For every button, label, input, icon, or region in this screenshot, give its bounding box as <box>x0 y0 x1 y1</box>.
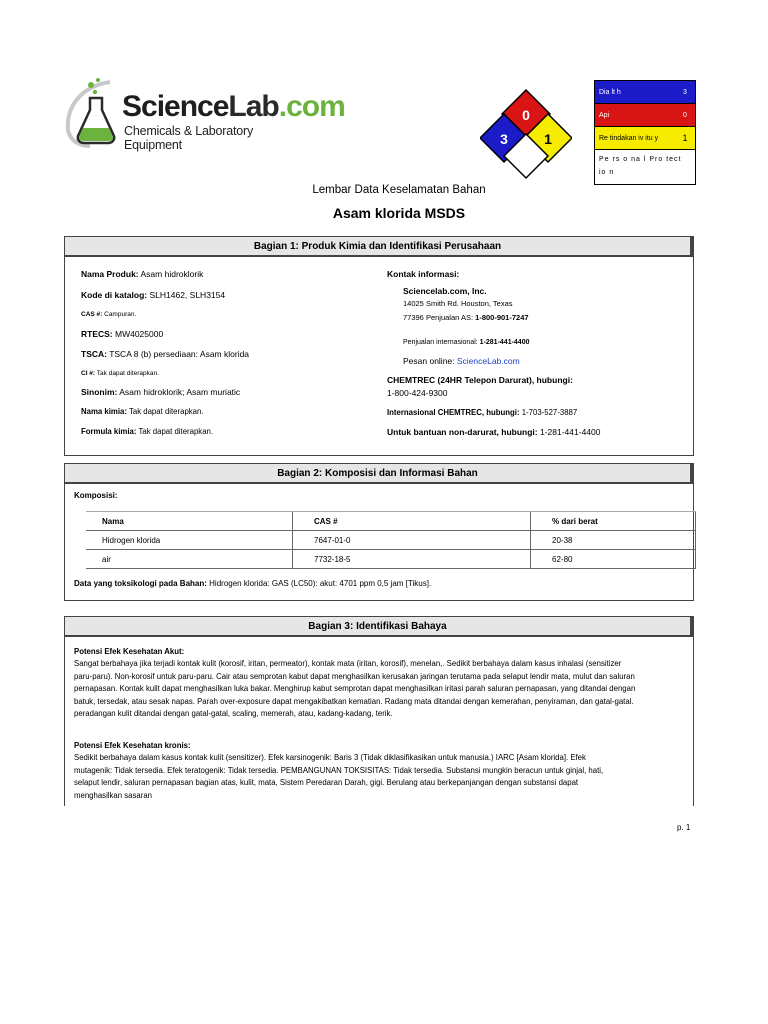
hmis-reactivity-label: Re tindakan iv itu y <box>599 134 659 142</box>
product-name: Nama Produk: Asam hidroklorik <box>81 269 204 279</box>
ci-number: CI #: Tak dapat diterapkan. <box>81 370 159 377</box>
cas-number: CAS #: Campuran. <box>81 311 137 318</box>
chemtrec-number: 1-800-424-9300 <box>387 388 448 398</box>
chemtrec-label: CHEMTREC (24HR Telepon Darurat), hubungi: <box>387 375 573 385</box>
composition-label: Komposisi: <box>74 491 118 500</box>
table-header-row <box>86 511 696 531</box>
brand-tagline: Chemicals & Laboratory Equipment <box>124 124 253 152</box>
cell-weight: 62-80 <box>552 555 573 564</box>
acute-heading: Potensi Efek Kesehatan Akut: <box>74 647 185 656</box>
company-address: 14025 Smith Rd. Houston, Texas <box>403 299 513 308</box>
hmis-label <box>594 80 696 185</box>
hmis-ppe-label-1: Pe rs o na l Pro tect <box>599 156 682 163</box>
page-number: p. 1 <box>677 823 691 832</box>
document-title: Asam klorida MSDS <box>332 205 466 221</box>
order-online: Pesan online: ScienceLab.com <box>403 356 520 366</box>
hmis-health-row <box>595 81 695 104</box>
acute-health-effects <box>74 646 684 720</box>
paragraph-line: batuk, tersedak, atau sesak napas. Parah over-exposure dapat mengakibatkan kematian. Radang mata ditandai dengan kemerahan, penyiraman, dan gatal-gatal. <box>74 696 634 706</box>
order-online-link[interactable]: ScienceLab.com <box>456 356 520 366</box>
chronic-heading: Potensi Efek Kesehatan kronis: <box>74 741 191 750</box>
synonym: Sinonim: Asam hidroklorik; Asam muriatic <box>81 387 241 397</box>
hmis-ppe-row <box>595 150 695 184</box>
table-row <box>86 550 696 569</box>
nfpa-reactivity-value: 1 <box>544 131 552 147</box>
non-emergency: Untuk bantuan non-darurat, hubungi: 1-281-441-4400 <box>387 427 601 437</box>
chronic-health-effects <box>74 740 684 802</box>
cell-weight: 20-38 <box>552 536 573 545</box>
sales-us: 77396 Penjualan AS: 1-800-901-7247 <box>403 313 529 322</box>
paragraph-line: pernapasan. Kontak kulit dapat menghasilkan luka bakar. Menghirup kabut semprotan dapat menghasilkan iritasi parah saluran pernapasan, yang ditandai dengan <box>74 684 636 694</box>
company-name: Sciencelab.com, Inc. <box>403 286 487 296</box>
sales-international: Penjualan internasional: 1-281-441-4400 <box>403 339 530 346</box>
nfpa-health-value: 3 <box>500 131 508 147</box>
paragraph-line: paru-paru). Non-korosif untuk paru-paru. Cair atau semprotan kabut dapat menghasilkan kerusakan jaringan terutama pada selaput lendir mata, mulut dan saluran <box>74 671 635 681</box>
cell-cas: 7732-18-5 <box>314 555 351 564</box>
paragraph-line: selaput lendir, saluran pernapasan bagian atas, kulit, mata, Sistem Peredaran Darah, gigi. Berulang atau berkepanjangan dengan substansi dapat <box>74 778 579 788</box>
contact-label: Kontak informasi: <box>387 269 460 279</box>
column-header-cas: CAS # <box>314 517 338 526</box>
rtecs: RTECS: MW4025000 <box>81 329 164 339</box>
chemical-name: Nama kimia: Tak dapat diterapkan. <box>81 407 204 416</box>
hmis-reactivity-row <box>595 127 695 150</box>
nfpa-fire-value: 0 <box>522 107 530 123</box>
document-subtitle: Lembar Data Keselamatan Bahan <box>312 184 486 196</box>
hmis-fire-label: Api <box>599 111 610 119</box>
tsca: TSCA: TSCA 8 (b) persediaan: Asam klorida <box>81 349 250 359</box>
composition-table <box>86 511 696 569</box>
paragraph-line: menghasilkan sasaran <box>74 790 153 800</box>
cell-cas: 7647-01-0 <box>314 536 351 545</box>
hmis-reactivity-value: 1 <box>682 133 688 143</box>
chemical-formula: Formula kimia: Tak dapat diterapkan. <box>81 427 214 436</box>
cell-name: Hidrogen klorida <box>102 536 161 545</box>
hmis-fire-value: 0 <box>683 111 687 119</box>
section-1-heading: Bagian 1: Produk Kimia dan Identifikasi Perusahaan <box>65 237 693 257</box>
section-2-heading: Bagian 2: Komposisi dan Informasi Bahan <box>65 464 693 484</box>
hmis-health-value: 3 <box>683 88 687 96</box>
table-row <box>86 531 696 550</box>
catalog-code: Kode di katalog: SLH1462, SLH3154 <box>81 290 226 300</box>
cell-name: air <box>102 555 111 564</box>
brand-name: ScienceLab.com <box>122 90 345 123</box>
flask-icon <box>62 76 122 148</box>
nfpa-diamond <box>480 88 572 180</box>
paragraph-line: Sedikit berbahaya dalam kasus kontak kulit (sensitizer). Efek karsinogenik: Baris 3 (Tidak diklasifikasikan untuk manusia.) IARC [Asam klorida]. Efek <box>74 753 586 763</box>
column-header-weight: % dari berat <box>552 517 598 526</box>
paragraph-line: Sangat berbahaya jika terjadi kontak kulit (korosif, iritan, permeator), kontak mata (iritan, korosif), menelan,. Sedikit berbahaya dalam kasus inhalasi (sensitizer <box>74 659 622 669</box>
hmis-ppe-label-2: io n <box>599 169 615 176</box>
hmis-fire-row <box>595 104 695 127</box>
paragraph-line: mutagenik: Tidak tersedia. Efek teratogenik: Tidak tersedia. PEMBANGUNAN TOKSISITAS: Tidak tersedia. Substansi mungkin beracun untuk ginjal, hati, <box>74 765 604 775</box>
section-3-heading: Bagian 3: Identifikasi Bahaya <box>65 617 693 637</box>
hmis-health-label: Dia lt h <box>599 88 621 96</box>
sciencelab-logo <box>62 76 345 152</box>
paragraph-line: peradangan kulit ditandai dengan gatal-gatal, scaling, memerah, atau, kadang-kadang, terik. <box>74 709 393 719</box>
toxicology-data: Data yang toksikologi pada Bahan: Hidrogen klorida: GAS (LC50): akut: 4701 ppm 0,5 jam [Tikus]. <box>74 579 432 588</box>
column-header-name: Nama <box>102 517 124 526</box>
chemtrec-international: Internasional CHEMTREC, hubungi: 1-703-527-3887 <box>387 408 578 417</box>
